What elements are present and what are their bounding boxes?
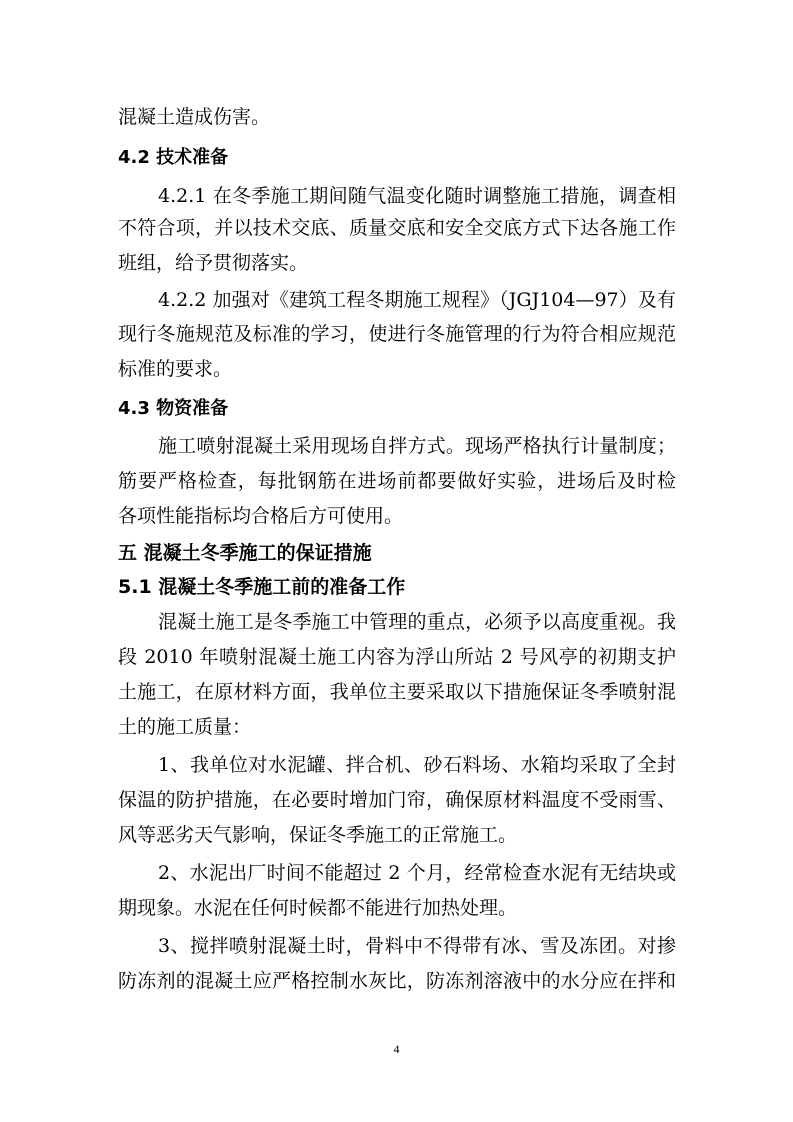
paragraph-line: 段 2010 年喷射混凝土施工内容为浮山所站 2 号风亭的初期支护 [118, 646, 676, 668]
section-heading-4-3: 4.3 物资准备 [118, 398, 229, 419]
paragraph-line: 筋要严格检查，每批钢筋在进场前都要做好实验，进场后及时检 [118, 470, 676, 492]
chapter-heading-5: 五 混凝土冬季施工的保证措施 [118, 542, 372, 564]
paragraph-line: 不符合项，并以技术交底、质量交底和安全交底方式下达各施工作 [118, 217, 676, 239]
paragraph-line: 保温的防护措施，在必要时增加门帘，确保原材料温度不受雨雪、 [118, 789, 676, 811]
paragraph-line: 1、我单位对水泥罐、拌合机、砂石料场、水箱均采取了全封 [158, 754, 676, 776]
paragraph-line: 施工喷射混凝土采用现场自拌方式。现场严格执行计量制度； [158, 435, 676, 457]
paragraph-line: 期现象。水泥在任何时候都不能进行加热处理。 [118, 897, 518, 919]
paragraph-line: 标准的要求。 [118, 358, 233, 380]
paragraph-line: 混凝土施工是冬季施工中管理的重点，必须予以高度重视。我 [158, 611, 676, 633]
paragraph-line: 2、水泥出厂时间不能超过 2 个月，经常检查水泥有无结块或 [158, 862, 676, 884]
paragraph-line: 各项性能指标均合格后方可使用。 [118, 505, 404, 527]
paragraph-line: 4.2.2 加强对《建筑工程冬期施工规程》（JGJ104—97）及有 [158, 289, 676, 311]
paragraph-line: 现行冬施规范及标准的学习，使进行冬施管理的行为符合相应规范 [118, 323, 676, 345]
section-heading-5-1: 5.1 混凝土冬季施工前的准备工作 [118, 576, 406, 598]
paragraph-line: 土施工，在原材料方面，我单位主要采取以下措施保证冬季喷射混 [118, 681, 676, 703]
paragraph-line: 3、搅拌喷射混凝土时，骨料中不得带有冰、雪及冻团。对掺 [158, 935, 676, 957]
section-heading-4-2: 4.2 技术准备 [118, 147, 229, 168]
paragraph-line: 4.2.1 在冬季施工期间随气温变化随时调整施工措施，调查相 [158, 185, 676, 207]
paragraph-line: 班组，给予贯彻落实。 [118, 252, 309, 274]
paragraph-line: 混凝土造成伤害。 [118, 106, 271, 128]
page-number: 4 [393, 1042, 400, 1056]
paragraph-line: 土的施工质量： [118, 716, 252, 738]
paragraph-line: 风等恶劣天气影响，保证冬季施工的正常施工。 [118, 824, 518, 846]
paragraph-line: 防冻剂的混凝土应严格控制水灰比，防冻剂溶液中的水分应在拌和 [118, 970, 676, 992]
